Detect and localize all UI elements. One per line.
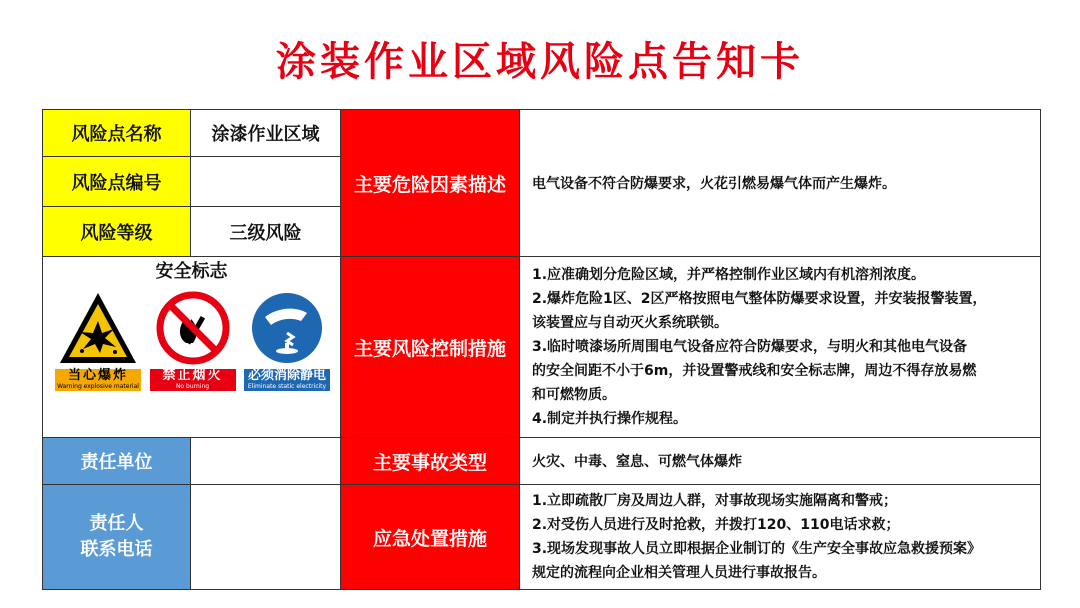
risk-level-value: 三级风险 <box>191 207 341 257</box>
risk-level-label: 风险等级 <box>43 207 191 257</box>
contact-label-line-1: 责任人 <box>89 513 144 534</box>
sign-no-burning <box>150 291 236 391</box>
contact-value <box>191 485 341 590</box>
accident-text: 火灾、中毒、窒息、可燃气体爆炸 <box>520 438 1041 485</box>
emergency-line: 1.立即疏散厂房及周边人群，对事故现场实施隔离和警戒； <box>532 493 898 509</box>
contact-label-line-2: 联系电话 <box>80 539 153 560</box>
sign-sub-no-burning: No burning <box>175 383 210 390</box>
sign-caption-explosion: 当心爆炸 <box>67 368 128 383</box>
controls-text <box>520 257 1041 438</box>
controls-line: 1.应准确划分危险区域，并严格控制作业区域内有机溶剂浓度。 <box>532 267 926 283</box>
sign-sub-explosion: Warning explosive material <box>57 383 139 390</box>
page-title: 涂装作业区域风险点告知卡 <box>276 39 804 85</box>
emergency-label: 应急处置措施 <box>341 485 520 590</box>
safety-signs-panel <box>43 257 341 438</box>
controls-line: 该装置应与自动灭火系统联锁。 <box>532 315 728 331</box>
explosion-warning-icon <box>58 291 138 365</box>
emergency-text <box>520 485 1041 590</box>
safety-signs-title: 安全标志 <box>155 261 228 282</box>
sign-caption-static: 必须消除静电 <box>247 368 326 383</box>
controls-line: 和可燃物质。 <box>532 387 616 403</box>
controls-line: 2.爆炸危险1区、2区严格按照电气整体防爆要求设置，并安装报警装置， <box>532 291 987 307</box>
risk-card-table <box>42 109 1041 590</box>
sign-caption-no-burning: 禁止烟火 <box>162 368 223 383</box>
risk-name-label: 风险点名称 <box>43 110 191 157</box>
responsible-unit-value <box>191 438 341 485</box>
no-burning-icon <box>153 291 233 365</box>
emergency-line: 3.现场发现事故人员立即根据企业制订的《生产安全事故应急救援预案》 <box>532 541 982 557</box>
sign-sub-static: Eliminate static electricity <box>247 383 327 390</box>
controls-line: 的安全间距不小于6m，并设置警戒线和安全标志牌，周边不得存放易燃 <box>532 363 977 379</box>
eliminate-static-icon <box>247 291 327 365</box>
contact-label <box>43 485 191 590</box>
sign-explosion <box>55 291 141 391</box>
hazard-text: 电气设备不符合防爆要求，火花引燃易爆气体而产生爆炸。 <box>520 110 1041 257</box>
risk-code-label: 风险点编号 <box>43 157 191 207</box>
emergency-line: 规定的流程向企业相关管理人员进行事故报告。 <box>532 565 826 581</box>
controls-line: 4.制定并执行操作规程。 <box>532 411 688 427</box>
hazard-label: 主要危险因素描述 <box>341 110 520 257</box>
risk-code-value <box>191 157 341 207</box>
emergency-line: 2.对受伤人员进行及时抢救，并拨打120、110电话求救； <box>532 517 900 533</box>
responsible-unit-label: 责任单位 <box>43 438 191 485</box>
controls-line: 3.临时喷漆场所周围电气设备应符合防爆要求，与明火和其他电气设备 <box>532 339 968 355</box>
controls-label: 主要风险控制措施 <box>341 257 520 438</box>
sign-static <box>244 291 330 391</box>
risk-name-value: 涂漆作业区域 <box>191 110 341 157</box>
accident-label: 主要事故类型 <box>341 438 520 485</box>
